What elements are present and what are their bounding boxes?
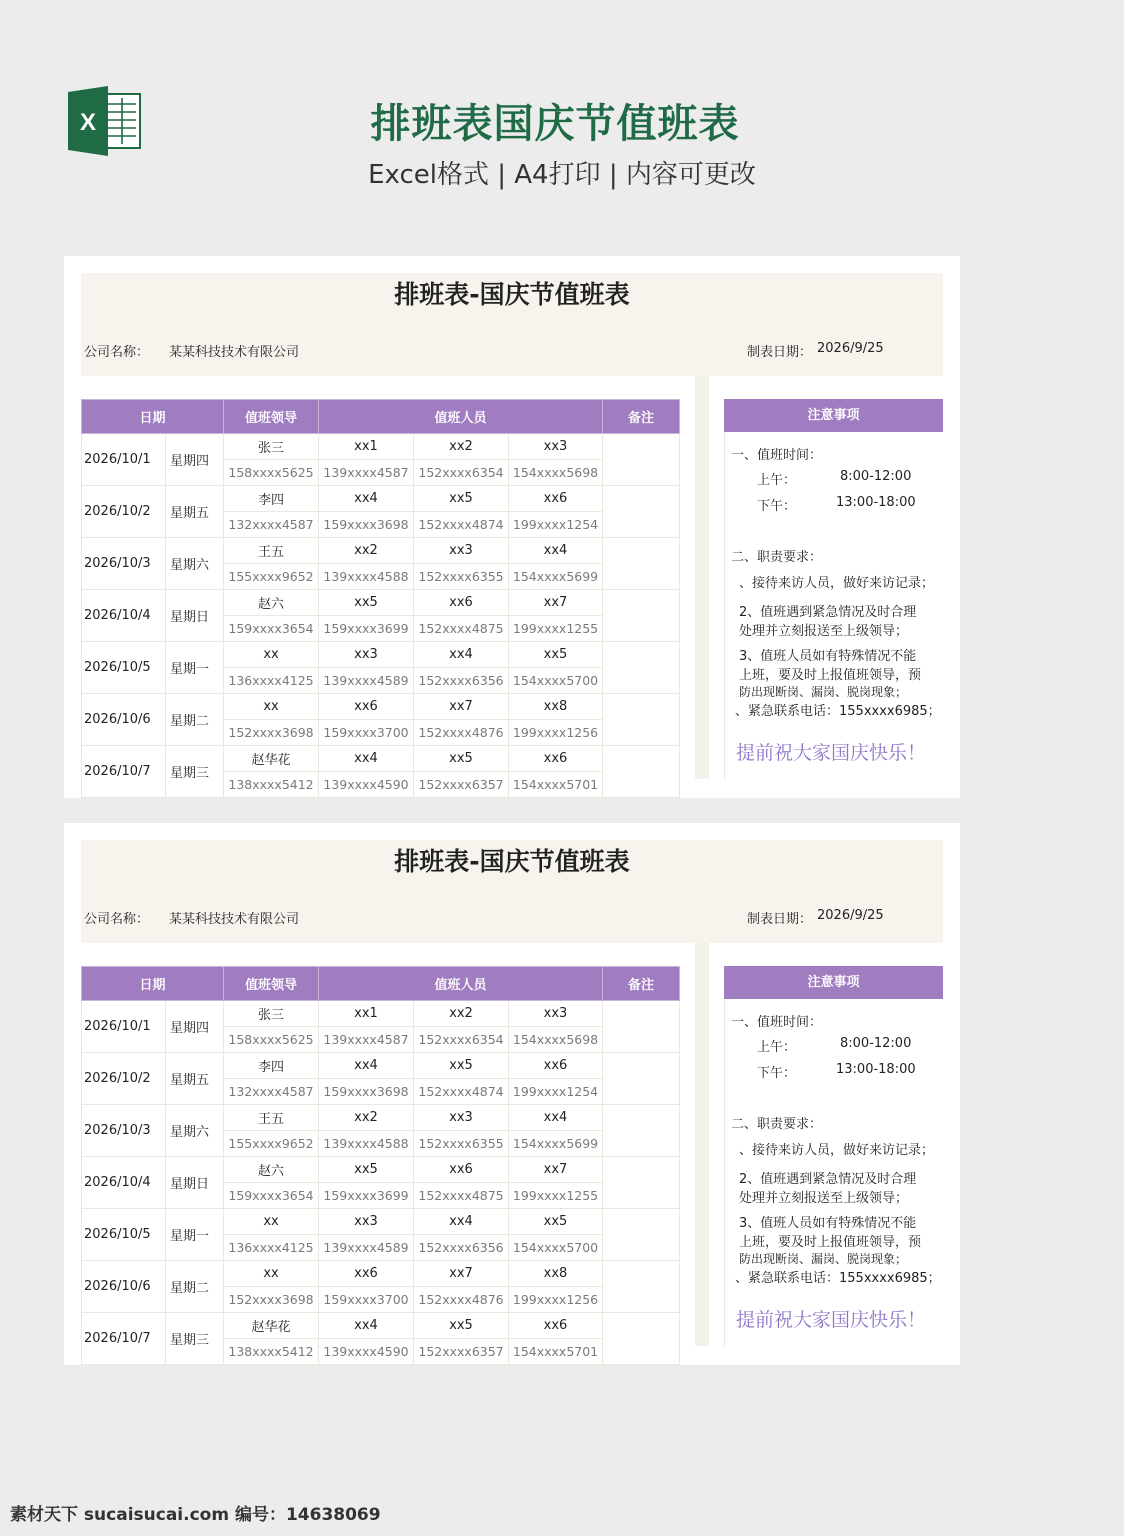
schedule-table [81, 399, 680, 798]
staff-name: xx7 [414, 694, 509, 720]
staff-phone: 152xxxx4876 [414, 1287, 509, 1313]
staff-phone: 152xxxx4874 [414, 1079, 509, 1105]
table-row [82, 1209, 680, 1235]
staff-name: xx3 [319, 1209, 414, 1235]
col-header-leader: 值班领导 [224, 967, 319, 1001]
leader-phone: 136xxxx4125 [224, 1235, 319, 1261]
staff-phone: 154xxxx5701 [509, 772, 603, 798]
leader-phone: 159xxxx3654 [224, 616, 319, 642]
staff-name: xx6 [509, 1313, 603, 1339]
staff-phone: 199xxxx1255 [509, 616, 603, 642]
remark-cell [603, 486, 680, 538]
row-date: 2026/10/3 [82, 1105, 166, 1157]
staff-phone: 139xxxx4590 [319, 772, 414, 798]
row-day: 星期五 [166, 486, 224, 538]
leader-phone: 152xxxx3698 [224, 720, 319, 746]
table-row [82, 590, 680, 616]
leader-phone: 155xxxx9652 [224, 1131, 319, 1157]
company-label: 公司名称： [84, 345, 150, 360]
staff-phone: 199xxxx1254 [509, 1079, 603, 1105]
row-day: 星期二 [166, 694, 224, 746]
staff-name: xx8 [509, 1261, 603, 1287]
column-separator [695, 943, 709, 1346]
leader-name: 赵六 [224, 1157, 319, 1183]
staff-phone: 159xxxx3700 [319, 1287, 414, 1313]
notes-body [724, 999, 943, 1347]
leader-phone: 136xxxx4125 [224, 668, 319, 694]
remark-cell [603, 538, 680, 590]
staff-name: xx6 [509, 746, 603, 772]
leader-phone: 152xxxx3698 [224, 1287, 319, 1313]
leader-name: 张三 [224, 1001, 319, 1027]
staff-phone: 152xxxx6355 [414, 564, 509, 590]
greeting-text: 提前祝大家国庆快乐！ [736, 1309, 927, 1331]
remark-cell [603, 1157, 680, 1209]
table-row [82, 1105, 680, 1131]
leader-phone: 132xxxx4587 [224, 512, 319, 538]
notes-am-label: 上午： [757, 1040, 797, 1055]
staff-name: xx3 [414, 538, 509, 564]
page-subtitle: Excel格式 | A4打印 | 内容可更改 [368, 160, 756, 190]
notes-item: 、接待来访人员，做好来访记录； [739, 576, 935, 591]
staff-name: xx6 [414, 590, 509, 616]
svg-text:X: X [79, 109, 97, 136]
staff-phone: 152xxxx6354 [414, 1027, 509, 1053]
page-title: 排班表国庆节值班表 [370, 101, 740, 147]
notes-title: 注意事项 [724, 966, 943, 999]
notes-item: 3、值班人员如有特殊情况不能 [739, 1216, 917, 1231]
sheet-preview-2 [64, 823, 960, 1365]
notes-pm-value: 13:00-18:00 [836, 495, 916, 510]
staff-name: xx5 [414, 746, 509, 772]
notes-item: 3、值班人员如有特殊情况不能 [739, 649, 917, 664]
leader-name: xx [224, 694, 319, 720]
row-date: 2026/10/7 [82, 746, 166, 798]
row-day: 星期日 [166, 1157, 224, 1209]
staff-name: xx7 [414, 1261, 509, 1287]
remark-cell [603, 434, 680, 486]
staff-phone: 139xxxx4587 [319, 1027, 414, 1053]
row-date: 2026/10/1 [82, 434, 166, 486]
leader-name: 赵六 [224, 590, 319, 616]
date-value: 2026/9/25 [817, 908, 884, 923]
remark-cell [603, 746, 680, 798]
staff-phone: 152xxxx6356 [414, 1235, 509, 1261]
company-name: 某某科技技术有限公司 [169, 912, 300, 927]
notes-item: 防出现断岗、漏岗、脱岗现象； [739, 685, 908, 699]
table-row [82, 486, 680, 512]
leader-name: 李四 [224, 486, 319, 512]
table-row [82, 1313, 680, 1339]
notes-pm-label: 下午： [757, 499, 797, 514]
staff-phone: 152xxxx4876 [414, 720, 509, 746]
table-row [82, 1053, 680, 1079]
row-date: 2026/10/6 [82, 1261, 166, 1313]
staff-phone: 159xxxx3698 [319, 1079, 414, 1105]
table-row [82, 538, 680, 564]
staff-phone: 139xxxx4587 [319, 460, 414, 486]
staff-phone: 154xxxx5699 [509, 564, 603, 590]
staff-name: xx7 [509, 590, 603, 616]
row-day: 星期四 [166, 1001, 224, 1053]
staff-name: xx6 [319, 694, 414, 720]
leader-phone: 159xxxx3654 [224, 1183, 319, 1209]
staff-name: xx4 [319, 1053, 414, 1079]
notes-duty-heading: 二、职责要求： [731, 1117, 823, 1132]
notes-time-heading: 一、值班时间： [731, 448, 823, 463]
row-day: 星期五 [166, 1053, 224, 1105]
row-day: 星期四 [166, 434, 224, 486]
staff-phone: 152xxxx4875 [414, 616, 509, 642]
schedule-table-wrap [81, 399, 679, 792]
remark-cell [603, 1313, 680, 1365]
row-date: 2026/10/6 [82, 694, 166, 746]
col-header-leader: 值班领导 [224, 400, 319, 434]
table-row [82, 642, 680, 668]
staff-phone: 154xxxx5699 [509, 1131, 603, 1157]
date-label: 制表日期： [747, 345, 813, 360]
col-header-date: 日期 [82, 967, 224, 1001]
staff-phone: 199xxxx1256 [509, 1287, 603, 1313]
row-date: 2026/10/4 [82, 590, 166, 642]
staff-name: xx1 [319, 434, 414, 460]
staff-name: xx4 [509, 1105, 603, 1131]
row-date: 2026/10/2 [82, 1053, 166, 1105]
staff-phone: 152xxxx6357 [414, 772, 509, 798]
notes-pm-value: 13:00-18:00 [836, 1062, 916, 1077]
staff-name: xx5 [509, 1209, 603, 1235]
row-date: 2026/10/1 [82, 1001, 166, 1053]
notes-item: 2、值班遇到紧急情况及时合理 [739, 1172, 917, 1187]
staff-name: xx7 [509, 1157, 603, 1183]
leader-name: 李四 [224, 1053, 319, 1079]
staff-name: xx5 [319, 1157, 414, 1183]
row-day: 星期日 [166, 590, 224, 642]
sheet-title: 排班表-国庆节值班表 [394, 847, 630, 876]
staff-name: xx1 [319, 1001, 414, 1027]
leader-phone: 132xxxx4587 [224, 1079, 319, 1105]
staff-phone: 139xxxx4590 [319, 1339, 414, 1365]
staff-name: xx5 [414, 1313, 509, 1339]
notes-panel [724, 399, 943, 780]
staff-phone: 139xxxx4589 [319, 668, 414, 694]
staff-phone: 152xxxx6356 [414, 668, 509, 694]
row-day: 星期六 [166, 1105, 224, 1157]
sheet-preview-1 [64, 256, 960, 798]
notes-item: 、紧急联系电话：155xxxx6985； [735, 704, 941, 719]
remark-cell [603, 694, 680, 746]
leader-phone: 158xxxx5625 [224, 1027, 319, 1053]
sheet-header [81, 840, 943, 943]
staff-name: xx4 [509, 538, 603, 564]
staff-phone: 154xxxx5698 [509, 460, 603, 486]
staff-phone: 152xxxx6355 [414, 1131, 509, 1157]
staff-name: xx4 [414, 642, 509, 668]
col-header-staff: 值班人员 [319, 400, 603, 434]
remark-cell [603, 1053, 680, 1105]
staff-phone: 199xxxx1256 [509, 720, 603, 746]
notes-item: 上班，要及时上报值班领导，预 [739, 1235, 922, 1250]
remark-cell [603, 642, 680, 694]
row-day: 星期三 [166, 1313, 224, 1365]
remark-cell [603, 590, 680, 642]
staff-phone: 159xxxx3698 [319, 512, 414, 538]
leader-name: 赵华花 [224, 1313, 319, 1339]
staff-phone: 159xxxx3699 [319, 1183, 414, 1209]
staff-name: xx3 [414, 1105, 509, 1131]
staff-name: xx5 [414, 486, 509, 512]
col-header-remark: 备注 [603, 967, 680, 1001]
notes-item: 处理并立刻报送至上级领导； [739, 624, 909, 639]
row-day: 星期一 [166, 642, 224, 694]
row-date: 2026/10/3 [82, 538, 166, 590]
remark-cell [603, 1209, 680, 1261]
staff-name: xx5 [509, 642, 603, 668]
leader-name: 王五 [224, 538, 319, 564]
staff-name: xx2 [319, 538, 414, 564]
leader-phone: 158xxxx5625 [224, 460, 319, 486]
row-date: 2026/10/5 [82, 1209, 166, 1261]
staff-name: xx5 [414, 1053, 509, 1079]
table-row [82, 694, 680, 720]
row-day: 星期六 [166, 538, 224, 590]
table-header-row [82, 400, 680, 434]
table-header-row [82, 967, 680, 1001]
sheet-header [81, 273, 943, 376]
watermark-text: 素材天下 sucaisucai.com 编号：14638069 [10, 1505, 381, 1525]
staff-name: xx4 [319, 746, 414, 772]
notes-body [724, 432, 943, 780]
staff-name: xx2 [414, 1001, 509, 1027]
schedule-table-wrap [81, 966, 679, 1359]
notes-pm-label: 下午： [757, 1066, 797, 1081]
remark-cell [603, 1105, 680, 1157]
col-header-staff: 值班人员 [319, 967, 603, 1001]
leader-phone: 138xxxx5412 [224, 772, 319, 798]
staff-name: xx4 [319, 1313, 414, 1339]
staff-phone: 152xxxx4875 [414, 1183, 509, 1209]
remark-cell [603, 1001, 680, 1053]
staff-name: xx8 [509, 694, 603, 720]
notes-title: 注意事项 [724, 399, 943, 432]
table-row [82, 1001, 680, 1027]
notes-time-heading: 一、值班时间： [731, 1015, 823, 1030]
notes-item: 防出现断岗、漏岗、脱岗现象； [739, 1252, 908, 1266]
leader-name: xx [224, 1209, 319, 1235]
staff-name: xx3 [509, 1001, 603, 1027]
schedule-table [81, 966, 680, 1365]
notes-am-label: 上午： [757, 473, 797, 488]
leader-name: 王五 [224, 1105, 319, 1131]
staff-name: xx6 [414, 1157, 509, 1183]
staff-name: xx4 [319, 486, 414, 512]
company-name: 某某科技技术有限公司 [169, 345, 300, 360]
staff-phone: 152xxxx6354 [414, 460, 509, 486]
staff-name: xx4 [414, 1209, 509, 1235]
notes-panel [724, 966, 943, 1347]
row-date: 2026/10/2 [82, 486, 166, 538]
leader-phone: 138xxxx5412 [224, 1339, 319, 1365]
staff-name: xx3 [319, 642, 414, 668]
row-date: 2026/10/4 [82, 1157, 166, 1209]
staff-phone: 139xxxx4589 [319, 1235, 414, 1261]
staff-phone: 154xxxx5700 [509, 1235, 603, 1261]
notes-item: 上班，要及时上报值班领导，预 [739, 668, 922, 683]
staff-name: xx5 [319, 590, 414, 616]
staff-phone: 154xxxx5700 [509, 668, 603, 694]
staff-name: xx6 [319, 1261, 414, 1287]
table-row [82, 746, 680, 772]
notes-item: 、紧急联系电话：155xxxx6985； [735, 1271, 941, 1286]
row-day: 星期二 [166, 1261, 224, 1313]
notes-item: 处理并立刻报送至上级领导； [739, 1191, 909, 1206]
greeting-text: 提前祝大家国庆快乐！ [736, 742, 927, 764]
leader-name: 张三 [224, 434, 319, 460]
staff-phone: 152xxxx6357 [414, 1339, 509, 1365]
staff-name: xx6 [509, 1053, 603, 1079]
staff-phone: 159xxxx3699 [319, 616, 414, 642]
row-day: 星期一 [166, 1209, 224, 1261]
table-row [82, 434, 680, 460]
notes-item: 、接待来访人员，做好来访记录； [739, 1143, 935, 1158]
leader-name: xx [224, 1261, 319, 1287]
staff-phone: 159xxxx3700 [319, 720, 414, 746]
date-label: 制表日期： [747, 912, 813, 927]
staff-phone: 139xxxx4588 [319, 1131, 414, 1157]
row-date: 2026/10/7 [82, 1313, 166, 1365]
staff-name: xx2 [319, 1105, 414, 1131]
leader-name: xx [224, 642, 319, 668]
staff-phone: 199xxxx1255 [509, 1183, 603, 1209]
notes-am-value: 8:00-12:00 [840, 1036, 912, 1051]
col-header-date: 日期 [82, 400, 224, 434]
staff-phone: 199xxxx1254 [509, 512, 603, 538]
remark-cell [603, 1261, 680, 1313]
table-row [82, 1261, 680, 1287]
leader-name: 赵华花 [224, 746, 319, 772]
row-day: 星期三 [166, 746, 224, 798]
staff-phone: 154xxxx5698 [509, 1027, 603, 1053]
date-value: 2026/9/25 [817, 341, 884, 356]
company-label: 公司名称： [84, 912, 150, 927]
sheet-title: 排班表-国庆节值班表 [394, 280, 630, 309]
staff-phone: 152xxxx4874 [414, 512, 509, 538]
notes-am-value: 8:00-12:00 [840, 469, 912, 484]
notes-item: 2、值班遇到紧急情况及时合理 [739, 605, 917, 620]
staff-phone: 154xxxx5701 [509, 1339, 603, 1365]
col-header-remark: 备注 [603, 400, 680, 434]
leader-phone: 155xxxx9652 [224, 564, 319, 590]
row-date: 2026/10/5 [82, 642, 166, 694]
table-row [82, 1157, 680, 1183]
column-separator [695, 376, 709, 779]
staff-name: xx6 [509, 486, 603, 512]
staff-name: xx3 [509, 434, 603, 460]
notes-duty-heading: 二、职责要求： [731, 550, 823, 565]
staff-name: xx2 [414, 434, 509, 460]
staff-phone: 139xxxx4588 [319, 564, 414, 590]
